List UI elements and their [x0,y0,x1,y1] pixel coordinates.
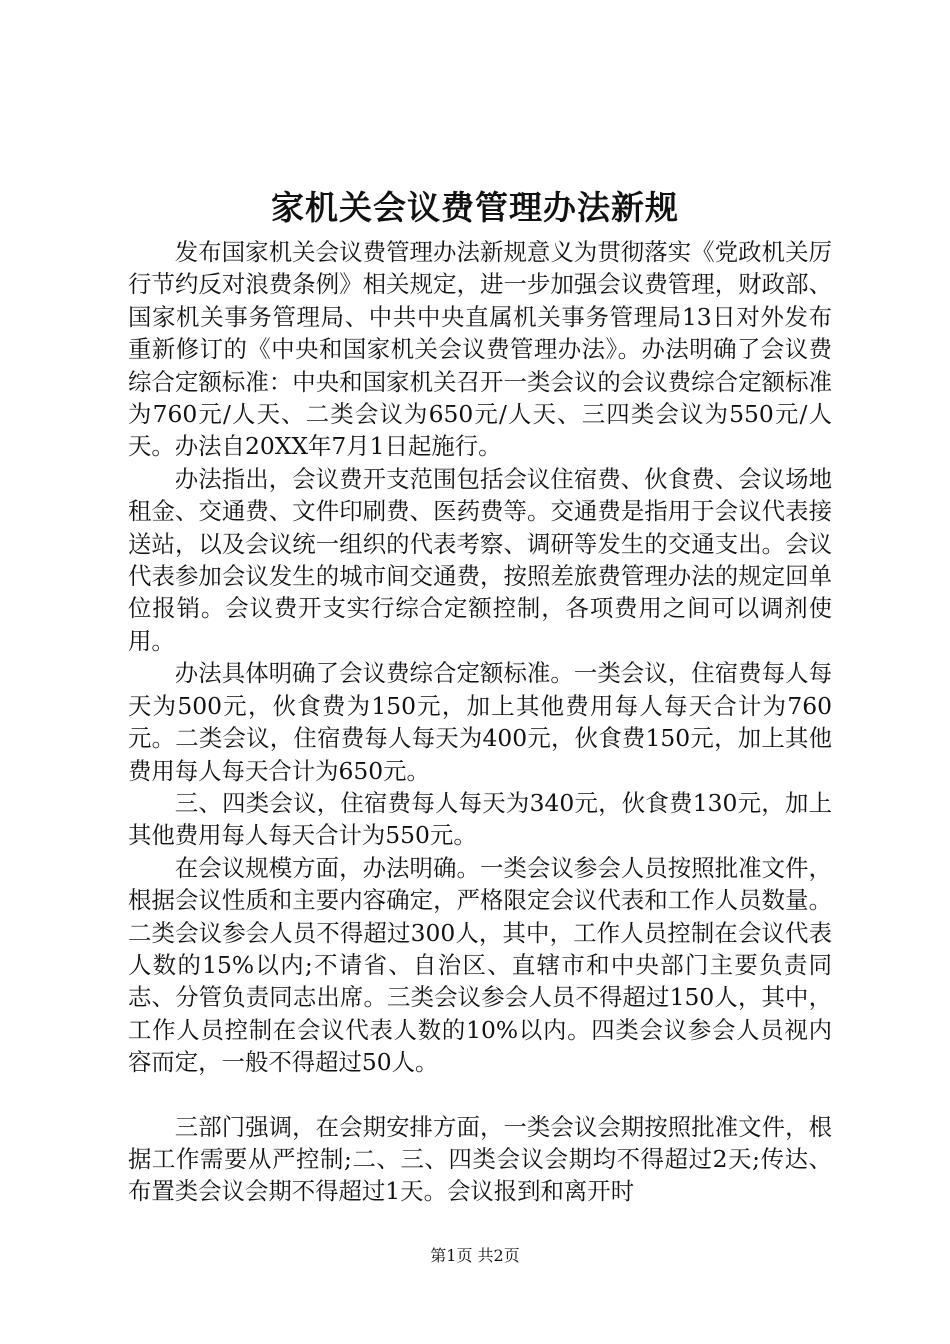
paragraph-1: 发布国家机关会议费管理办法新规意义为贯彻落实《党政机关厉行节约反对浪费条例》相关规定，进一步加强会议费管理，财政部、国家机关事务管理局、中共中央直属机关事务管理局13日对外发布重新修订的《中央和国家机关会议费管理办法》。办法明确了会议费综合定额标准：中央和国家机关召开一类会议的会议费综合定额标准为760元/人天、二类会议为650元/人天、三四类会议为550元/人天。办法自20XX年7月1日起施行。 [128,238,832,461]
paragraph-6: 三部门强调，在会期安排方面，一类会议会期按照批准文件，根据工作需要从严控制;二、三、四类会议会期均不得超过2天;传达、布置类会议会期不得超过1天。会议报到和离开时 [128,1112,832,1206]
paragraph-5: 在会议规模方面，办法明确。一类会议参会人员按照批准文件，根据会议性质和主要内容确定，严格限定会议代表和工作人员数量。二类会议参会人员不得超过300人，其中，工作人员控制在会议代表人数的15%以内;不请省、自治区、直辖市和中央部门主要负责同志、分管负责同志出席。三类会议参会人员不得超过150人，其中，工作人员控制在会议代表人数的10%以内。四类会议参会人员视内容而定，一般不得超过50人。 [128,853,832,1077]
document-body [128,236,832,1208]
paragraph-2: 办法指出，会议费开支范围包括会议住宿费、伙食费、会议场地租金、交通费、文件印刷费、医药费等。交通费是指用于会议代表接送站，以及会议统一组织的代表考察、调研等发生的交通支出。会议代表参加会议发生的城市间交通费，按照差旅费管理办法的规定回单位报销。会议费开支实行综合定额控制，各项费用之间可以调剂使用。 [128,464,832,655]
page-number-footer: 第1页 共2页 [430,1246,520,1265]
paragraph-3: 办法具体明确了会议费综合定额标准。一类会议，住宿费每人每天为500元，伙食费为150元，加上其他费用每人每天合计为760元。二类会议，住宿费每人每天为400元，伙食费150元，加上其他费用每人每天合计为650元。 [128,659,832,785]
document-title: 家机关会议费管理办法新规 [271,188,679,227]
paragraph-4: 三、四类会议，住宿费每人每天为340元，伙食费130元，加上其他费用每人每天合计为550元。 [128,788,832,850]
